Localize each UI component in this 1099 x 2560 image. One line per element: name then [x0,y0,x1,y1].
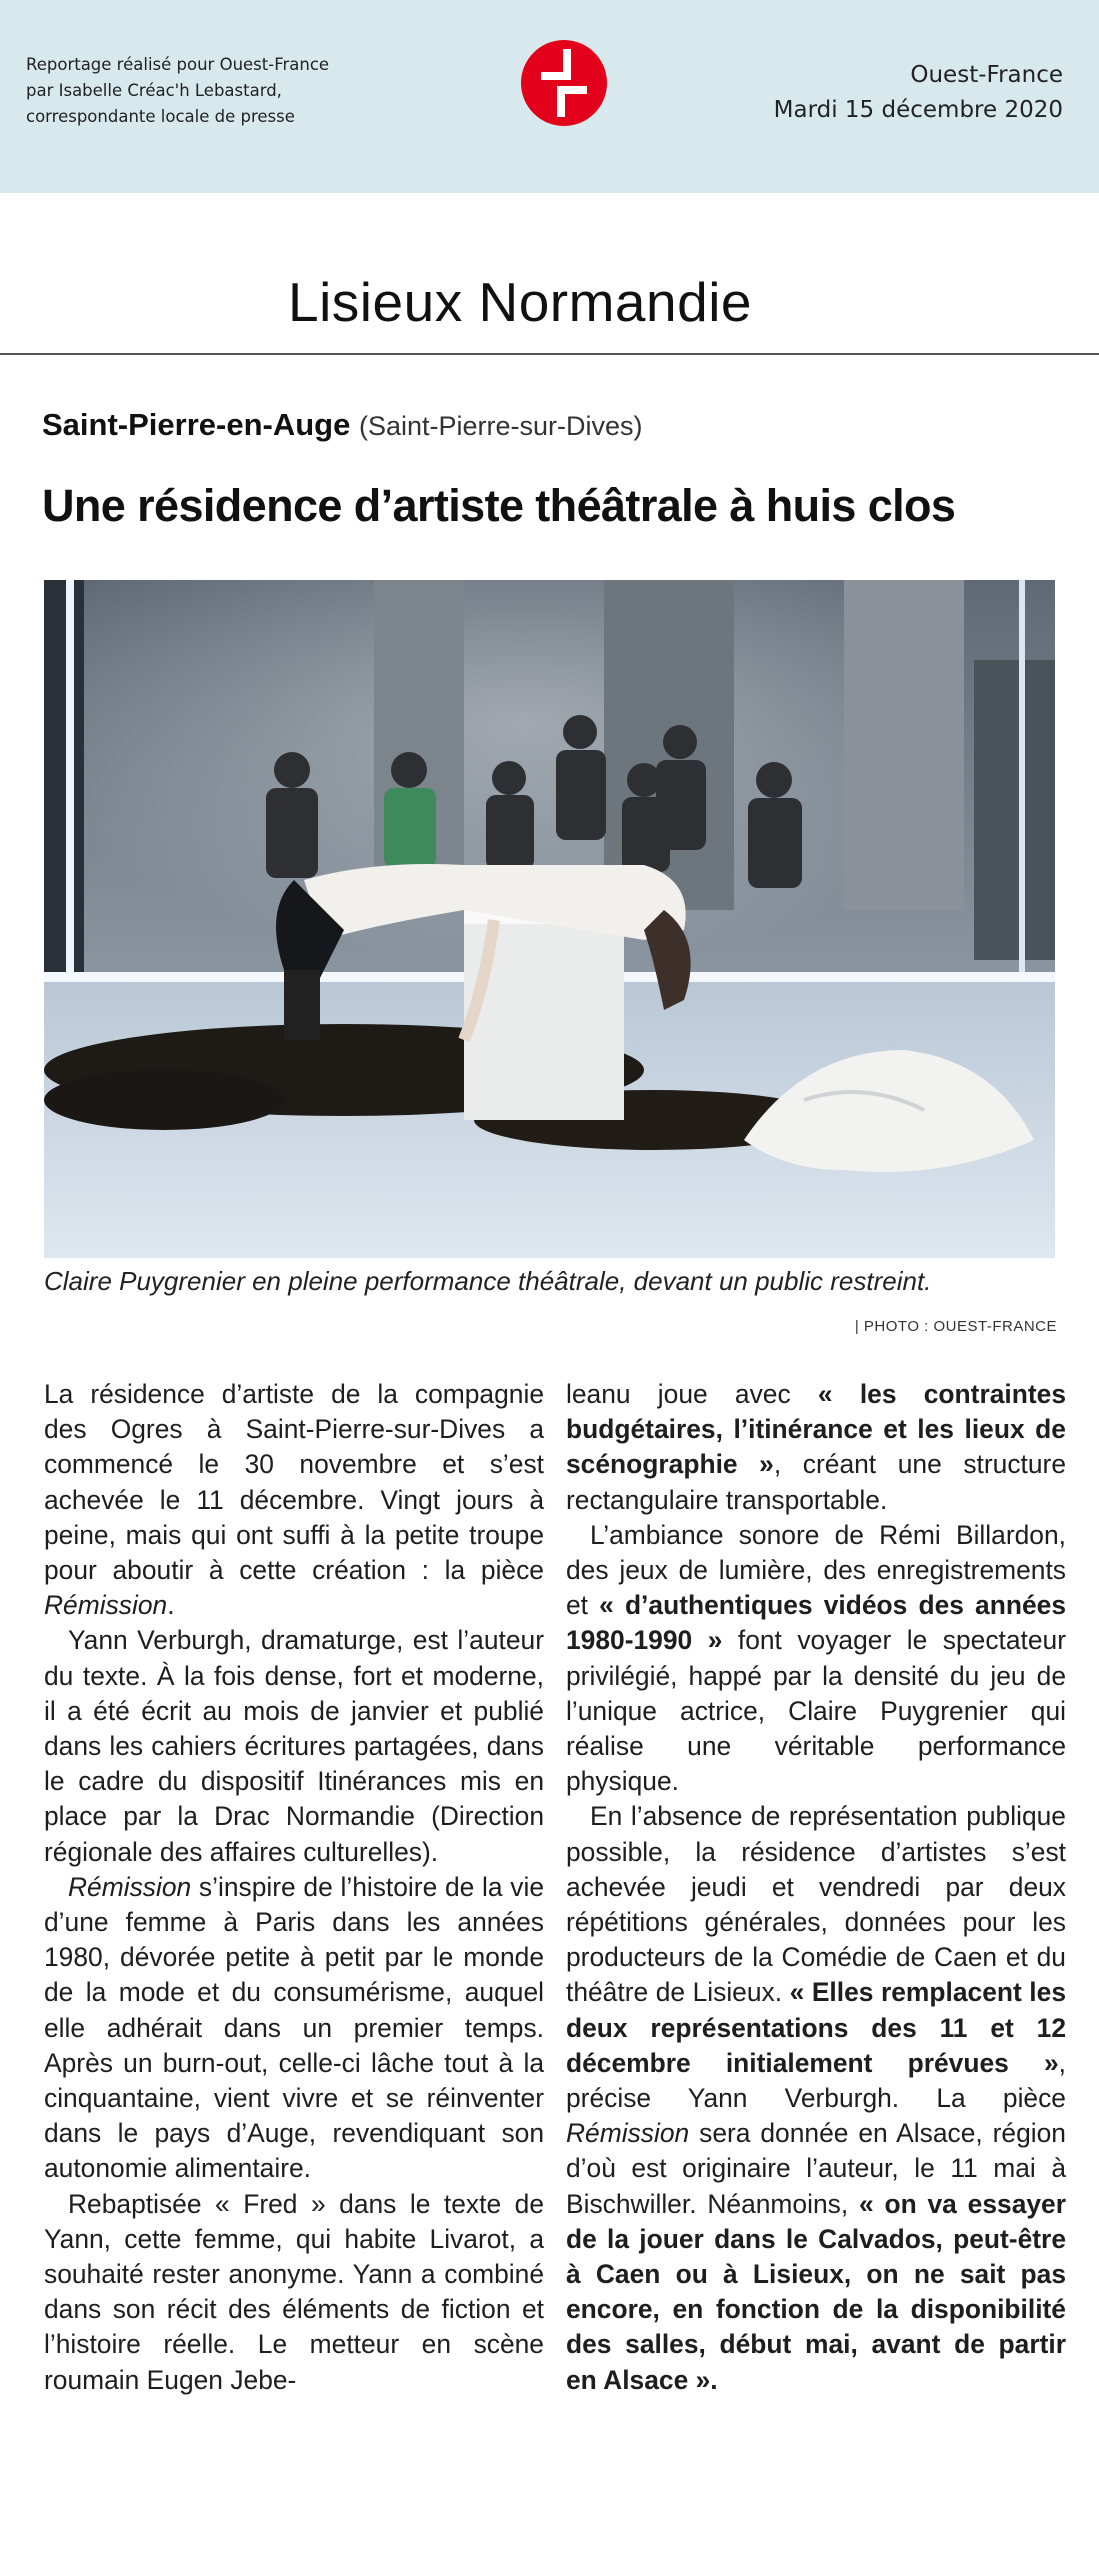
publication-name: Ouest-France [910,62,1063,88]
article-headline: Une résidence d’artiste théâtrale à huis clos [42,480,956,531]
text-run: leanu joue avec [566,1379,818,1409]
text-run: sera donnée en Alsace, région d’où est originaire l’auteur, le 11 mai à Bischwiller. Néanmoins, [566,2118,1066,2219]
photo-credit: | PHOTO : OUEST-FRANCE [854,1318,1057,1335]
credit-line: Reportage réalisé pour Ouest-France [26,55,330,74]
section-title: Lisieux Normandie [288,271,752,333]
reporter-credit [26,52,329,130]
photo-caption: Claire Puygrenier en pleine performance théâtrale, devant un public restreint. [44,1266,932,1296]
bold-quote: « Elles remplacent les deux représentations des 11 et 12 décembre initialement prévues » [566,1977,1066,2078]
section-divider [0,353,1099,355]
paragraph [44,1870,544,2187]
ouest-france-logo-icon [521,40,607,126]
text-run: , créant une structure rectangulaire transportable. [566,1449,1066,1515]
text-run: L’ambiance sonore de Rémi Billardon, des jeux de lumière, des enregistrements et [566,1519,1066,1621]
article-column-right [566,1377,1066,2398]
text-run: Rebaptisée « Fred » dans le texte de Yann, cette femme, qui habite Livarot, a souhaité rester anonyme. Yann a combiné dans son récit des éléments de fiction et l’histoire réelle. Le metteur en scène roumain Eugen Jebe- [44,2188,544,2395]
text-run: Yann Verburgh, dramaturge, est l’auteur du texte. À la fois dense, fort et moderne, il a été écrit au mois de janvier et publié dans les cahiers écritures partagées, dans le cadre du dispositif Itinérances mis en place par la Drac Normandie (Direction régionale des affaires culturelles). [44,1625,544,1867]
bold-quote: « on va essayer de la jouer dans le Calvados, peut-être à Caen ou à Lisieux, on ne sait pas encore, en fonction de la disponibilité des salles, début mai, avant de partir en Alsace ». [566,2188,1066,2395]
article-photo [44,580,1055,1258]
publication-info [774,58,1063,128]
article-kicker [42,407,643,443]
header-banner [0,0,1099,193]
credit-line: correspondante locale de presse [26,107,295,126]
paragraph [566,1799,1066,2397]
text-run: s’inspire de l’histoire de la vie d’une femme à Paris dans les années 1980, dévorée petite à petit par le monde de la mode et du consumérisme, auquel elle adhérait dans un premier temps. Après un burn-out, celle-ci lâche tout à la cinquantaine, vient vivre et se réinventer dans le pays d’Auge, revendiquant son autonomie alimentaire. [44,1871,544,2184]
article-column-left [44,1377,544,2398]
text-run: La résidence d’artiste de la compagnie des Ogres à Saint-Pierre-sur-Dives a commencé le 30 novembre et s’est achevée le 11 décembre. Vingt jours à peine, mais qui ont suffi à la petite troupe pour aboutir à cette création : la pièce [44,1379,544,1586]
publication-date: Mardi 15 décembre 2020 [773,97,1063,123]
paragraph [44,1623,544,1869]
paragraph [44,2187,544,2398]
bold-quote: « d’authentiques vidéos des années 1980-1990 » [566,1590,1066,1656]
credit-line: par Isabelle Créac'h Lebastard, [26,81,282,100]
kicker-sub: (Saint-Pierre-sur-Dives) [358,411,643,441]
bold-quote: « les contraintes budgétaires, l’itinérance et les lieux de scénographie » [566,1379,1066,1480]
italic-title: Rémission [566,2118,690,2149]
italic-title: Rémission [68,1871,192,1902]
text-run: font voyager le spectateur privilégié, happé par la densité du jeu de l’unique actrice, Claire Puygrenier qui réalise une véritable performance physique. [566,1625,1066,1797]
paragraph [566,1518,1066,1800]
paragraph [44,1377,544,1623]
text-run: . [167,1590,175,1621]
kicker-place: Saint-Pierre-en-Auge [42,407,351,442]
text-run: , précise Yann Verburgh. La pièce [566,2047,1066,2114]
text-run: En l’absence de représentation publique possible, la résidence d’artistes s’est achevée jeudi et vendredi par deux répétitions générales, données pour les producteurs de la Comédie de Caen et du théâtre de Lisieux. [566,1801,1066,2008]
paragraph [566,1377,1066,1518]
italic-title: Rémission [44,1590,168,1621]
